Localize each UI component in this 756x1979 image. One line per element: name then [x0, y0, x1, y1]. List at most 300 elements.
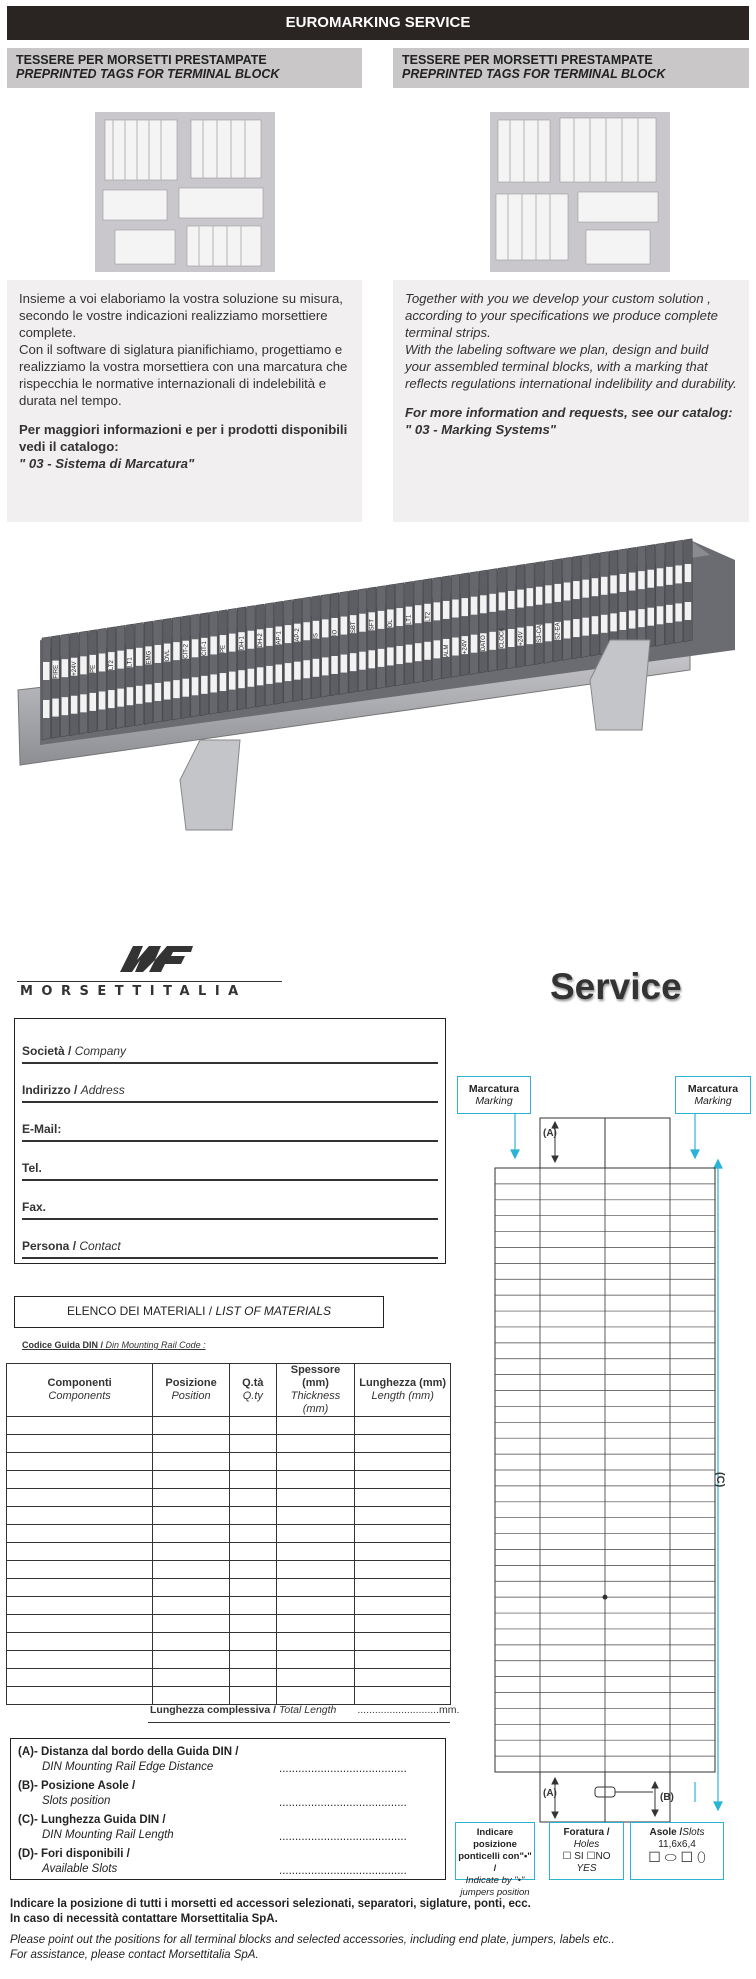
table-cell[interactable]	[7, 1525, 153, 1543]
table-cell[interactable]	[276, 1687, 355, 1705]
table-cell[interactable]	[276, 1417, 355, 1435]
table-cell[interactable]	[7, 1687, 153, 1705]
terminal-label: PE	[220, 645, 227, 654]
terminal-tag	[155, 645, 162, 663]
terminal-tag	[415, 605, 422, 623]
table-cell[interactable]	[229, 1615, 276, 1633]
terminal-block	[302, 597, 311, 700]
terminal-tag	[387, 647, 394, 665]
terminal-block	[321, 594, 330, 697]
table-cell[interactable]	[276, 1651, 355, 1669]
terminal-block	[42, 637, 51, 740]
terminal-tag	[620, 612, 627, 630]
table-cell[interactable]	[153, 1597, 230, 1615]
table-row	[7, 1633, 451, 1651]
terminal-tag	[666, 567, 673, 585]
terminal-label: LT1	[127, 657, 134, 668]
terminal-tag	[675, 565, 682, 583]
person-field[interactable]	[22, 1257, 438, 1259]
table-row	[7, 1651, 451, 1669]
terminal-block	[349, 590, 358, 693]
terminal-tag	[406, 645, 413, 663]
right-section-header	[393, 48, 749, 88]
holes-yes-option[interactable]: ☐ SI	[562, 1851, 584, 1862]
terminal-block	[414, 580, 423, 683]
table-cell[interactable]	[229, 1471, 276, 1489]
terminal-label: LT1	[406, 614, 413, 625]
terminal-tag	[71, 696, 78, 714]
table-row	[7, 1525, 451, 1543]
terminal-tag	[266, 666, 273, 684]
terminal-label: IO	[332, 629, 339, 636]
diagram-c: (C)	[714, 1472, 726, 1488]
terminal-block	[191, 614, 200, 717]
right-title-en: PREPRINTED TAGS FOR TERMINAL BLOCK	[402, 67, 666, 81]
terminal-block	[61, 634, 70, 737]
right-p4: " 03 - Marking Systems"	[405, 422, 557, 437]
terminal-tag	[601, 577, 608, 595]
terminal-label: +24V	[518, 631, 525, 646]
table-cell[interactable]	[355, 1633, 451, 1651]
slots-box: Asole /Slots 11,6x6,4 ☐ ⬭ ☐ ⬯	[630, 1822, 724, 1880]
table-cell[interactable]	[355, 1669, 451, 1687]
table-cell[interactable]	[7, 1669, 153, 1687]
terminal-label: SFT	[369, 618, 376, 631]
terminal-block	[116, 625, 125, 728]
terminal-tag	[434, 602, 441, 620]
terminal-label: CIT-2	[183, 644, 190, 659]
terminal-label: SBT	[350, 621, 357, 634]
left-section-header	[7, 48, 362, 88]
terminal-block	[637, 546, 646, 649]
morsettitalia-logo-text: MORSETTITALIA	[20, 984, 247, 999]
table-cell[interactable]	[276, 1471, 355, 1489]
terminal-label: AP-1	[276, 631, 283, 645]
terminal-tag	[117, 651, 124, 669]
table-cell[interactable]	[153, 1561, 230, 1579]
table-cell[interactable]	[355, 1597, 451, 1615]
terminal-tag	[638, 571, 645, 589]
terminal-tag	[322, 657, 329, 675]
terminal-block	[154, 620, 163, 723]
terminal-block	[219, 610, 228, 713]
terminal-block	[163, 618, 172, 721]
terminal-tag	[657, 568, 664, 586]
terminal-tag	[545, 585, 552, 603]
terminal-tag	[378, 649, 385, 667]
terminal-tag	[517, 590, 524, 608]
terminal-tag	[610, 575, 617, 593]
table-cell[interactable]	[276, 1615, 355, 1633]
terminal-tag	[173, 680, 180, 698]
table-cell[interactable]	[229, 1417, 276, 1435]
terminal-tag	[471, 635, 478, 653]
euromarking-banner: EUROMARKING SERVICE	[7, 6, 749, 40]
table-cell[interactable]	[276, 1489, 355, 1507]
table-cell[interactable]	[355, 1579, 451, 1597]
terminal-tag	[127, 687, 134, 705]
table-cell[interactable]	[7, 1615, 153, 1633]
slot-options[interactable]: ☐ ⬭ ☐ ⬯	[648, 1849, 706, 1865]
address-field[interactable]	[22, 1101, 438, 1103]
table-cell[interactable]	[7, 1597, 153, 1615]
terminal-block	[628, 547, 637, 650]
email-field[interactable]	[22, 1140, 438, 1142]
table-cell[interactable]	[355, 1489, 451, 1507]
right-description	[393, 280, 749, 522]
terminal-block	[79, 631, 88, 734]
table-cell[interactable]	[229, 1453, 276, 1471]
terminal-block	[265, 603, 274, 706]
jumper-dot	[603, 1595, 608, 1600]
table-cell[interactable]	[229, 1669, 276, 1687]
table-cell[interactable]	[153, 1489, 230, 1507]
dim-d-value[interactable]: ........................................	[279, 1865, 407, 1877]
terminal-label: CLOCK	[499, 627, 506, 649]
terminal-block	[228, 608, 237, 711]
terminal-tag	[564, 582, 571, 600]
terminal-block	[581, 554, 590, 657]
terminal-tag	[43, 700, 50, 718]
fax-field[interactable]	[22, 1218, 438, 1220]
dim-d: (D)- Fori disponibili / Available Slots	[18, 1848, 130, 1875]
terminal-tag	[136, 648, 143, 666]
table-cell[interactable]	[276, 1453, 355, 1471]
table-cell[interactable]	[7, 1651, 153, 1669]
table-cell[interactable]	[229, 1633, 276, 1651]
table-cell[interactable]	[153, 1435, 230, 1453]
col-components: Componenti Components	[7, 1364, 153, 1417]
table-cell[interactable]	[276, 1579, 355, 1597]
table-row	[7, 1597, 451, 1615]
left-description	[7, 280, 362, 522]
terminal-block	[330, 593, 339, 696]
terminal-tag	[424, 642, 431, 660]
left-p3: Per maggiori informazioni e per i prodotti disponibili vedi il catalogo:	[19, 422, 348, 454]
footer-it: Indicare la posizione di tutti i morsetti ed accessori selezionati, separatori, siglature, ponti, ecc. In caso di necessità contattare Morsettitalia SpA.	[10, 1898, 531, 1925]
terminal-tag	[266, 628, 273, 646]
table-cell[interactable]	[355, 1561, 451, 1579]
terminal-tag	[183, 679, 190, 697]
terminal-tag	[210, 636, 217, 654]
terminal-tag	[303, 622, 310, 640]
table-cell[interactable]	[7, 1489, 153, 1507]
terminal-tag	[285, 663, 292, 681]
table-cell[interactable]	[153, 1651, 230, 1669]
rail-code-label: Codice Guida DIN / Din Mounting Rail Code :	[22, 1340, 206, 1350]
table-row	[7, 1453, 451, 1471]
terminal-block	[405, 581, 414, 684]
terminal-tag	[164, 682, 171, 700]
diagram-b: (B)	[660, 1792, 674, 1803]
contact-form	[14, 1018, 446, 1264]
table-cell[interactable]	[229, 1507, 276, 1525]
terminal-tag	[341, 617, 348, 635]
terminal-tag	[415, 643, 422, 661]
terminal-tag	[192, 639, 199, 657]
table-cell[interactable]	[153, 1417, 230, 1435]
footer-en: Please point out the positions for all terminal blocks and selected accessories, including end plate, jumpers, labels etc.. For assistance, please contact Morsettitalia SpA.	[10, 1934, 615, 1961]
terminal-block	[656, 543, 665, 646]
right-title-it: TESSERE PER MORSETTI PRESTAMPATE	[402, 53, 653, 67]
terminal-tag	[536, 587, 543, 605]
terminal-block	[182, 615, 191, 718]
table-cell[interactable]	[276, 1525, 355, 1543]
terminal-label: LT2	[109, 660, 116, 671]
table-cell[interactable]	[276, 1597, 355, 1615]
terminal-label: FIRE	[53, 664, 60, 679]
terminal-block	[498, 567, 507, 670]
terminal-label: OVL	[164, 649, 171, 662]
terminal-block	[293, 598, 302, 701]
table-cell[interactable]	[229, 1543, 276, 1561]
terminal-block	[516, 564, 525, 667]
terminal-block	[237, 607, 246, 710]
table-cell[interactable]	[355, 1453, 451, 1471]
terminal-tag	[52, 699, 59, 717]
terminal-tag	[685, 602, 692, 620]
terminal-tag	[555, 584, 562, 602]
terminal-block	[609, 550, 618, 653]
materials-table	[6, 1363, 451, 1705]
person-label: Persona / Contact	[22, 1239, 121, 1253]
table-cell[interactable]	[7, 1435, 153, 1453]
terminal-tag	[582, 618, 589, 636]
col-thickness: Spessore (mm) Thickness (mm)	[276, 1364, 355, 1417]
terminal-label: EMG	[146, 650, 153, 665]
terminal-block	[98, 628, 107, 731]
table-cell[interactable]	[153, 1507, 230, 1525]
terminal-label: DH-1	[239, 636, 246, 651]
table-cell[interactable]	[355, 1525, 451, 1543]
table-cell[interactable]	[276, 1435, 355, 1453]
address-label: Indirizzo / Address	[22, 1083, 125, 1097]
table-row	[7, 1669, 451, 1687]
table-cell[interactable]	[153, 1633, 230, 1651]
table-cell[interactable]	[7, 1507, 153, 1525]
table-cell[interactable]	[153, 1579, 230, 1597]
terminal-tag	[675, 603, 682, 621]
terminal-tag	[471, 597, 478, 615]
terminal-tag	[508, 629, 515, 647]
left-p4: " 03 - Sistema di Marcatura"	[19, 456, 195, 471]
table-cell[interactable]	[229, 1561, 276, 1579]
table-cell[interactable]	[276, 1669, 355, 1687]
terminal-block	[461, 573, 470, 676]
terminal-tag	[80, 694, 87, 712]
dim-a-value[interactable]: ........................................	[279, 1763, 407, 1775]
left-title-en: PREPRINTED TAGS FOR TERMINAL BLOCK	[16, 67, 280, 81]
col-qty: Q.tà Q.ty	[229, 1364, 276, 1417]
terminal-label: +24V	[71, 661, 78, 676]
left-title-it: TESSERE PER MORSETTI PRESTAMPATE	[16, 53, 267, 67]
terminal-label: CIT-1	[202, 641, 209, 656]
table-cell[interactable]	[153, 1615, 230, 1633]
table-cell[interactable]	[153, 1543, 230, 1561]
terminal-block	[526, 563, 535, 666]
company-field[interactable]	[22, 1062, 438, 1064]
right-p3: For more information and requests, see our catalog:	[405, 405, 733, 420]
table-cell[interactable]	[229, 1489, 276, 1507]
table-cell[interactable]	[229, 1687, 276, 1705]
total-length: Lunghezza complessiva / Total Length ............................mm.	[150, 1704, 460, 1716]
terminal-block	[563, 557, 572, 660]
terminal-label: S3-CA	[536, 625, 543, 643]
terminal-tag	[359, 614, 366, 632]
left-p2: Con il software di siglatura pianifichiamo, progettiamo e realizziamo la vostra morsettiera con una marcatura che rispecchia le normative internazionali di indelebilità e durata nel tempo.	[19, 342, 348, 408]
table-cell[interactable]	[153, 1525, 230, 1543]
terminal-tag	[452, 600, 459, 618]
terminal-tag	[573, 581, 580, 599]
terminal-tag	[350, 653, 357, 671]
table-cell[interactable]	[153, 1453, 230, 1471]
dim-b-value[interactable]: ........................................	[279, 1797, 407, 1809]
terminal-tag	[108, 690, 115, 708]
terminal-tag	[173, 642, 180, 660]
terminal-tag	[489, 632, 496, 650]
table-cell[interactable]	[7, 1579, 153, 1597]
table-cell[interactable]	[276, 1507, 355, 1525]
terminal-strip-image	[10, 530, 745, 850]
terminal-block	[312, 596, 321, 699]
terminal-block	[591, 553, 600, 656]
table-cell[interactable]	[153, 1669, 230, 1687]
terminal-tag	[369, 650, 376, 668]
terminal-tag	[527, 626, 534, 644]
email-label: E-Mail:	[22, 1122, 62, 1136]
diagram-a-top: (A)	[543, 1128, 557, 1139]
right-p2: With the labeling software we plan, design and build your assembled terminal blocks, with a marking that reflects regulations international indelibility and durability.	[405, 342, 737, 391]
terminal-tag	[99, 691, 106, 709]
terminal-block	[470, 571, 479, 674]
materials-header-row	[7, 1364, 451, 1417]
terminal-block	[507, 566, 516, 669]
terminal-block	[619, 549, 628, 652]
terminal-tag	[508, 591, 515, 609]
company-label: Società / Company	[22, 1044, 127, 1058]
terminal-block	[144, 621, 153, 724]
table-cell[interactable]	[153, 1471, 230, 1489]
terminal-tag	[322, 619, 329, 637]
terminal-tag	[638, 609, 645, 627]
table-cell[interactable]	[276, 1633, 355, 1651]
table-cell[interactable]	[229, 1525, 276, 1543]
terminal-block	[89, 630, 98, 733]
table-cell[interactable]	[355, 1471, 451, 1489]
terminal-block	[247, 605, 256, 708]
terminal-tag	[248, 669, 255, 687]
table-row	[7, 1543, 451, 1561]
terminal-tag	[573, 619, 580, 637]
table-cell[interactable]	[355, 1543, 451, 1561]
terminal-block	[200, 613, 209, 716]
table-cell[interactable]	[276, 1561, 355, 1579]
table-cell[interactable]	[7, 1471, 153, 1489]
terminal-block	[126, 624, 135, 727]
table-cell[interactable]	[7, 1543, 153, 1561]
dim-c-value[interactable]: ........................................	[279, 1831, 407, 1843]
terminal-tag	[145, 684, 152, 702]
terminal-tag	[155, 683, 162, 701]
terminal-block	[386, 584, 395, 687]
terminal-label: DH-2	[257, 633, 264, 648]
left-p1: Insieme a voi elaboriamo la vostra soluzione su misura, secondo le vostre indicazioni realizziamo morsettiere complete.	[19, 291, 343, 340]
terminal-label: PE	[90, 664, 97, 673]
terminal-block	[451, 574, 460, 677]
table-cell[interactable]	[229, 1579, 276, 1597]
table-cell[interactable]	[229, 1597, 276, 1615]
terminal-tag	[248, 631, 255, 649]
terminal-tag	[210, 674, 217, 692]
table-cell[interactable]	[355, 1507, 451, 1525]
terminal-block	[284, 600, 293, 703]
terminal-tag	[99, 653, 106, 671]
table-cell[interactable]	[7, 1417, 153, 1435]
terminal-tag	[62, 697, 69, 715]
table-cell[interactable]	[153, 1687, 230, 1705]
table-cell[interactable]	[355, 1651, 451, 1669]
table-cell[interactable]	[229, 1651, 276, 1669]
table-cell[interactable]	[355, 1615, 451, 1633]
terminal-label: ALM	[443, 644, 450, 657]
table-cell[interactable]	[7, 1453, 153, 1471]
terminal-tag	[489, 594, 496, 612]
terminal-tag	[192, 677, 199, 695]
dimensions-box	[10, 1738, 446, 1880]
table-cell[interactable]	[229, 1435, 276, 1453]
terminal-tag	[657, 606, 664, 624]
right-tags-image	[490, 112, 670, 272]
terminal-tag	[685, 564, 692, 582]
terminal-block	[51, 635, 60, 738]
terminal-tag	[62, 659, 69, 677]
tel-field[interactable]	[22, 1179, 438, 1181]
terminal-label: DATO	[481, 635, 488, 652]
terminal-tag	[136, 686, 143, 704]
rail-diagram	[455, 1112, 755, 1832]
service-title: Service	[550, 966, 682, 1007]
terminal-label: +24V	[462, 639, 469, 655]
terminal-block	[433, 577, 442, 680]
terminal-label: OL	[388, 619, 395, 628]
holes-no-option[interactable]: ☐NO	[586, 1851, 611, 1862]
terminal-tag	[452, 638, 459, 656]
table-row	[7, 1561, 451, 1579]
table-cell[interactable]	[355, 1417, 451, 1435]
jumpers-box: Indicare posizione ponticelli con"•" / Indicate by "•" jumpers position	[455, 1822, 535, 1880]
terminal-block	[665, 542, 674, 645]
terminal-block	[600, 552, 609, 655]
materials-title: ELENCO DEI MATERIALI / LIST OF MATERIALS	[14, 1296, 384, 1328]
terminal-tag	[276, 665, 283, 683]
left-tags-image	[95, 112, 275, 272]
table-cell[interactable]	[7, 1561, 153, 1579]
terminal-block	[544, 560, 553, 663]
terminal-tag	[592, 578, 599, 596]
terminal-label: IS	[313, 633, 320, 639]
table-cell[interactable]	[355, 1687, 451, 1705]
table-cell[interactable]	[276, 1543, 355, 1561]
terminal-block	[135, 623, 144, 726]
marking-left-box: Marcatura Marking	[457, 1076, 531, 1114]
terminal-tag	[648, 570, 655, 588]
terminal-tag	[527, 588, 534, 606]
terminal-tag	[610, 613, 617, 631]
terminal-tag	[220, 673, 227, 691]
table-cell[interactable]	[7, 1633, 153, 1651]
terminal-block	[479, 570, 488, 673]
table-cell[interactable]	[355, 1435, 451, 1453]
